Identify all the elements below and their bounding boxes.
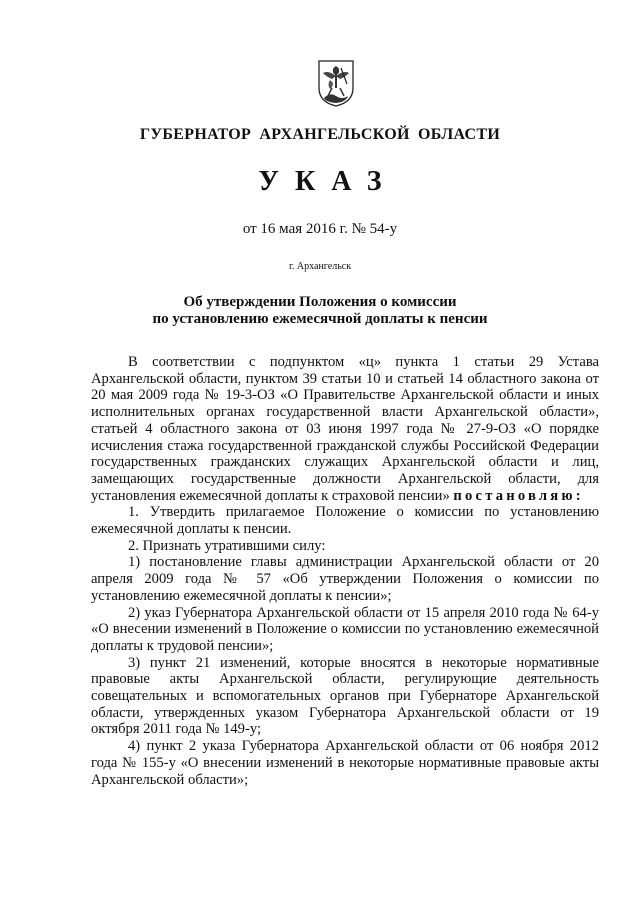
document-title <box>0 294 640 328</box>
document-type-heading: УКАЗ <box>258 166 398 197</box>
document-title-line-2: по установлению ежемесячной доплаты к пенсии <box>152 311 488 327</box>
list-item: 2) указ Губернатора Архангельской области от 15 апреля 2010 года № 64-у «О внесении изменений в Положение о комиссии по установлению ежемесячной доплаты к трудовой пенсии»; <box>91 604 599 654</box>
issuing-authority: ГУБЕРНАТОР АРХАНГЕЛЬСКОЙ ОБЛАСТИ <box>139 126 501 143</box>
document-date-number: от 16 мая 2016 г. № 54-у <box>242 221 398 237</box>
list-item: 1. Утвердить прилагаемое Положение о комиссии по установлению ежемесячной доплаты к пенсии. <box>91 504 599 538</box>
list-item: 4) пункт 2 указа Губернатора Архангельской области от 06 ноября 2012 года № 155-у «О внесении изменений в некоторые нормативные правовые акты Архангельской области»; <box>91 738 599 788</box>
list-item: 2. Признать утратившими силу: <box>128 537 326 554</box>
decree-colon: : <box>575 487 581 504</box>
preamble-text: В соответствии с подпунктом «ц» пункта 1 статьи 29 Устава Архангельской области, пунктом 39 статьи 10 и статьей 14 областного закона от 20 мая 2009 года № 19-3-ОЗ «О Правительстве Архангельской области и иных исполнительных органах государственной власти Архангельской области», статьей 4 областного закона от 03 июня 1997 года № 27-9-ОЗ «О порядке исчисления стажа государственной гражданской службы Российской Федерации государственных гражданских служащих Архангельской области и лиц, замещающих государственные должности Архангельской области, для установления ежемесячной доплаты к страховой пенсии» <box>91 354 599 504</box>
decree-word: постановляю <box>453 487 576 504</box>
document-title-line-1: Об утверждении Положения о комиссии <box>183 294 457 310</box>
document-body <box>91 354 599 788</box>
list-item: 3) пункт 21 изменений, которые вносятся в некоторые нормативные правовые акты Архангельской области, регулирующие деятельность совещательных и вспомогательных органов при Губернаторе Архангельской области, утвержденных указом Губернатора Архангельской области от 19 октября 2011 года № 149-у; <box>91 654 599 738</box>
document-city: г. Архангельск <box>288 261 352 272</box>
coat-of-arms-icon <box>316 58 356 108</box>
preamble-paragraph <box>91 354 599 504</box>
list-item: 1) постановление главы администрации Архангельской области от 20 апреля 2009 года № 57 «Об утверждении Положения о комиссии по установлению ежемесячной доплаты к пенсии»; <box>91 554 599 604</box>
